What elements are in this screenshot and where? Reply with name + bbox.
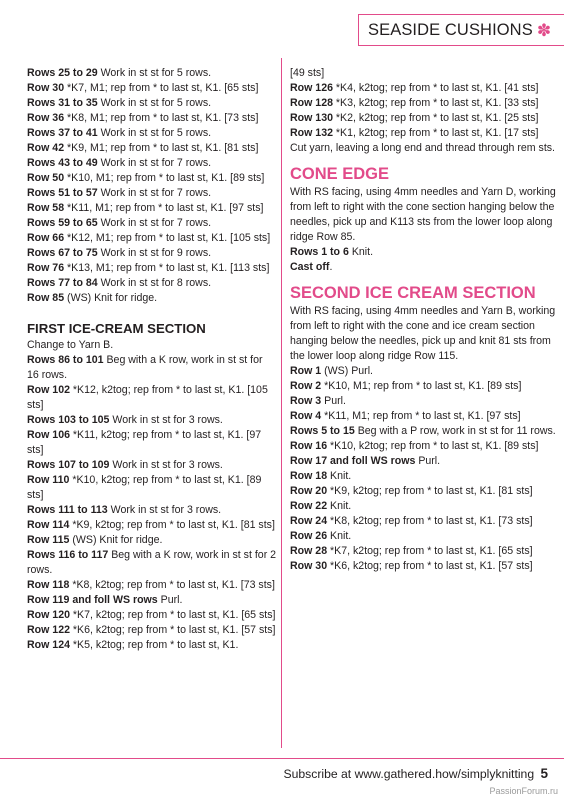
row-instruction: *K8, M1; rep from * to last st, K1. [73 sts]	[64, 112, 259, 124]
pattern-line	[290, 96, 558, 111]
pattern-line	[27, 518, 277, 533]
row-label: Rows 77 to 84	[27, 277, 98, 289]
pattern-line	[290, 379, 558, 394]
pattern-line	[290, 141, 558, 156]
row-label: Row 16	[290, 440, 328, 452]
pattern-line	[27, 291, 277, 306]
pattern-line	[290, 66, 558, 81]
row-label: Rows 25 to 29	[27, 67, 98, 79]
pattern-line	[27, 201, 277, 216]
row-label: Row 119 and foll WS rows	[27, 594, 158, 606]
row-instruction: .	[329, 261, 333, 273]
pattern-line	[27, 156, 277, 171]
row-label: Row 42	[27, 142, 65, 154]
row-label: Row 22	[290, 500, 328, 512]
row-label: Rows 111 to 113	[27, 504, 108, 516]
row-instruction: *K1, k2tog; rep from * to last st, K1. [17 sts]	[332, 127, 539, 139]
left-column	[27, 66, 277, 653]
row-label: Row 36	[27, 112, 65, 124]
row-instruction: *K5, k2tog; rep from * to last st, K1.	[69, 639, 239, 651]
pattern-line	[290, 260, 558, 275]
pattern-line	[290, 514, 558, 529]
row-label: Row 85	[27, 292, 65, 304]
pattern-line	[290, 484, 558, 499]
pattern-line	[27, 126, 277, 141]
row-label: Row 114	[27, 519, 70, 531]
row-instruction: Knit.	[327, 530, 352, 542]
section-heading: CONE EDGE	[290, 165, 390, 183]
pattern-line	[290, 81, 558, 96]
row-instruction: Work in st st for 3 rows.	[107, 504, 222, 516]
row-label: Row 17 and foll WS rows	[290, 455, 416, 467]
pattern-line	[290, 394, 558, 409]
pattern-line	[27, 593, 277, 608]
row-label: Row 124	[27, 639, 70, 651]
pattern-line	[27, 503, 277, 518]
row-label: Row 50	[27, 172, 65, 184]
row-instruction: *K10, k2tog; rep from * to last st, K1. [89 sts]	[27, 474, 262, 501]
row-instruction: Beg with a P row, work in st st for 11 rows.	[354, 425, 556, 437]
pattern-line	[27, 261, 277, 276]
row-instruction: (WS) Knit for ridge.	[69, 534, 163, 546]
pattern-line	[27, 608, 277, 623]
row-label: Row 2	[290, 380, 322, 392]
pattern-line	[27, 81, 277, 96]
row-label: Rows 43 to 49	[27, 157, 98, 169]
row-label: Row 24	[290, 515, 328, 527]
pattern-line	[27, 231, 277, 246]
row-label: Rows 107 to 109	[27, 459, 110, 471]
row-instruction: Work in st st for 5 rows.	[97, 97, 212, 109]
pattern-line	[27, 473, 277, 503]
row-instruction: Work in st st for 5 rows.	[97, 67, 212, 79]
row-instruction: *K12, k2tog; rep from * to last st, K1. [105 sts]	[27, 384, 268, 411]
pattern-line	[27, 276, 277, 291]
row-instruction: Work in st st for 8 rows.	[97, 277, 212, 289]
row-instruction: *K6, k2tog; rep from * to last st, K1. [57 sts]	[69, 624, 276, 636]
section-heading: SECOND ICE CREAM SECTION	[290, 284, 536, 302]
row-label: Rows 37 to 41	[27, 127, 98, 139]
pattern-line	[290, 245, 558, 260]
row-instruction: *K10, M1; rep from * to last st, K1. [89 sts]	[321, 380, 522, 392]
row-instruction: *K11, k2tog; rep from * to last st, K1. [97 sts]	[27, 429, 262, 456]
row-instruction: Work in st st for 7 rows.	[97, 187, 212, 199]
row-label: Row 76	[27, 262, 65, 274]
right-column	[290, 66, 558, 574]
pattern-line	[27, 96, 277, 111]
row-label: Row 118	[27, 579, 70, 591]
row-label: Row 132	[290, 127, 333, 139]
section-title: SEASIDE CUSHIONS	[368, 20, 533, 39]
row-label: Row 106	[27, 429, 70, 441]
row-instruction: (WS) Purl.	[321, 365, 373, 377]
pattern-line	[27, 353, 277, 383]
row-instruction: *K9, M1; rep from * to last st, K1. [81 sts]	[64, 142, 259, 154]
row-label: Cast off	[290, 261, 330, 273]
row-label: Row 28	[290, 545, 328, 557]
row-instruction: *K13, M1; rep from * to last st, K1. [113 sts]	[64, 262, 270, 274]
row-label: Rows 31 to 35	[27, 97, 98, 109]
row-instruction: Work in st st for 7 rows.	[97, 217, 212, 229]
pattern-line	[27, 216, 277, 231]
row-instruction: *K10, M1; rep from * to last st, K1. [89 sts]	[64, 172, 265, 184]
pattern-line	[27, 638, 277, 653]
row-instruction: Beg with a K row, work in st st for 2 rows.	[27, 549, 277, 576]
row-instruction: Cut yarn, leaving a long end and thread through rem sts.	[290, 142, 556, 154]
pattern-line	[290, 499, 558, 514]
row-instruction: *K7, k2tog; rep from * to last st, K1. [65 sts]	[327, 545, 533, 557]
pattern-line	[27, 111, 277, 126]
row-label: Rows 51 to 57	[27, 187, 98, 199]
row-instruction: *K3, k2tog; rep from * to last st, K1. [33 sts]	[332, 97, 539, 109]
pattern-line	[27, 66, 277, 81]
section-heading: FIRST ICE-CREAM SECTION	[27, 321, 206, 336]
row-label: Rows 59 to 65	[27, 217, 98, 229]
pattern-line	[290, 544, 558, 559]
subscribe-text: Subscribe at www.gathered.how/simplyknitting	[283, 767, 535, 781]
pattern-line	[27, 458, 277, 473]
column-divider	[281, 58, 282, 748]
row-label: Row 122	[27, 624, 70, 636]
row-label: Rows 103 to 105	[27, 414, 110, 426]
section-header-tab	[358, 14, 564, 46]
pattern-line	[27, 428, 277, 458]
row-instruction: *K10, k2tog; rep from * to last st, K1. [89 sts]	[327, 440, 539, 452]
row-instruction: Knit.	[348, 246, 374, 258]
row-label: Row 128	[290, 97, 333, 109]
row-instruction: *K9, k2tog; rep from * to last st, K1. [81 sts]	[69, 519, 275, 531]
row-instruction: *K8, k2tog; rep from * to last st, K1. [73 sts]	[327, 515, 533, 527]
pattern-line	[27, 533, 277, 548]
row-instruction: *K9, k2tog; rep from * to last st, K1. [81 sts]	[327, 485, 533, 497]
row-instruction: *K6, k2tog; rep from * to last st, K1. [57 sts]	[327, 560, 533, 572]
pattern-line	[290, 529, 558, 544]
pattern-line	[290, 185, 558, 245]
row-instruction: With RS facing, using 4mm needles and Yarn B, working from left to right with the cone and ice cream section hanging below the needles, pick up and knit 81 sts from the lower loop along ridge Row 115.	[290, 305, 556, 362]
row-label: Rows 86 to 101	[27, 354, 104, 366]
pattern-line	[27, 383, 277, 413]
row-instruction: *K8, k2tog; rep from * to last st, K1. [73 sts]	[69, 579, 275, 591]
pattern-line	[27, 413, 277, 428]
pattern-line	[290, 409, 558, 424]
row-instruction: Purl.	[415, 455, 441, 467]
row-instruction: Change to Yarn B.	[27, 339, 114, 351]
pattern-line	[290, 454, 558, 469]
row-label: Row 18	[290, 470, 328, 482]
row-label: Row 120	[27, 609, 70, 621]
row-label: Rows 5 to 15	[290, 425, 355, 437]
pattern-line	[27, 548, 277, 578]
row-instruction: *K4, k2tog; rep from * to last st, K1. [41 sts]	[332, 82, 539, 94]
row-instruction: Work in st st for 7 rows.	[97, 157, 212, 169]
row-instruction: Work in st st for 3 rows.	[109, 414, 223, 426]
pattern-line	[27, 246, 277, 261]
pattern-line	[290, 469, 558, 484]
row-instruction: *K7, M1; rep from * to last st, K1. [65 sts]	[64, 82, 259, 94]
row-instruction: *K12, M1; rep from * to last st, K1. [105 sts]	[64, 232, 271, 244]
row-instruction: With RS facing, using 4mm needles and Yarn D, working from left to right with the cone section hanging below the needles, pick up and K113 sts from the lower loop along ridge Row 85.	[290, 186, 556, 243]
pattern-line	[290, 559, 558, 574]
pattern-line	[290, 126, 558, 141]
row-label: Row 30	[290, 560, 328, 572]
row-label: Row 26	[290, 530, 328, 542]
row-label: Row 30	[27, 82, 65, 94]
pattern-line	[27, 578, 277, 593]
row-label: Rows 116 to 117	[27, 549, 109, 561]
row-label: Row 20	[290, 485, 328, 497]
pattern-line	[290, 304, 558, 364]
row-instruction: Work in st st for 5 rows.	[97, 127, 212, 139]
row-instruction: *K2, k2tog; rep from * to last st, K1. [25 sts]	[332, 112, 539, 124]
row-label: Row 130	[290, 112, 333, 124]
row-label: Row 126	[290, 82, 333, 94]
row-instruction: [49 sts]	[290, 67, 325, 79]
row-instruction: (WS) Knit for ridge.	[64, 292, 158, 304]
row-instruction: *K11, M1; rep from * to last st, K1. [97 sts]	[321, 410, 521, 422]
row-label: Row 115	[27, 534, 70, 546]
row-label: Row 58	[27, 202, 65, 214]
footer	[283, 766, 548, 781]
pattern-line	[27, 338, 277, 353]
row-label: Row 3	[290, 395, 322, 407]
row-label: Rows 1 to 6	[290, 246, 349, 258]
row-label: Row 4	[290, 410, 322, 422]
pattern-line	[27, 623, 277, 638]
pattern-line	[290, 439, 558, 454]
row-instruction: *K11, M1; rep from * to last st, K1. [97 sts]	[64, 202, 264, 214]
row-label: Rows 67 to 75	[27, 247, 98, 259]
row-instruction: Work in st st for 3 rows.	[109, 459, 223, 471]
row-instruction: Beg with a K row, work in st st for 16 rows.	[27, 354, 263, 381]
pattern-line	[27, 186, 277, 201]
row-instruction: Purl.	[321, 395, 346, 407]
pattern-line	[290, 111, 558, 126]
pattern-line	[290, 364, 558, 379]
row-instruction: Purl.	[157, 594, 183, 606]
footer-rule	[0, 758, 564, 759]
pattern-line	[290, 424, 558, 439]
watermark: PassionForum.ru	[489, 786, 558, 796]
row-label: Row 1	[290, 365, 322, 377]
row-instruction: Work in st st for 9 rows.	[97, 247, 212, 259]
row-label: Row 102	[27, 384, 70, 396]
row-label: Row 110	[27, 474, 70, 486]
page-number: 5	[540, 766, 548, 781]
row-label: Row 66	[27, 232, 65, 244]
row-instruction: Knit.	[327, 500, 352, 512]
pattern-line	[27, 171, 277, 186]
pattern-line	[27, 141, 277, 156]
row-instruction: *K7, k2tog; rep from * to last st, K1. [65 sts]	[69, 609, 276, 621]
flower-icon: ✽	[536, 20, 552, 40]
row-instruction: Knit.	[327, 470, 352, 482]
